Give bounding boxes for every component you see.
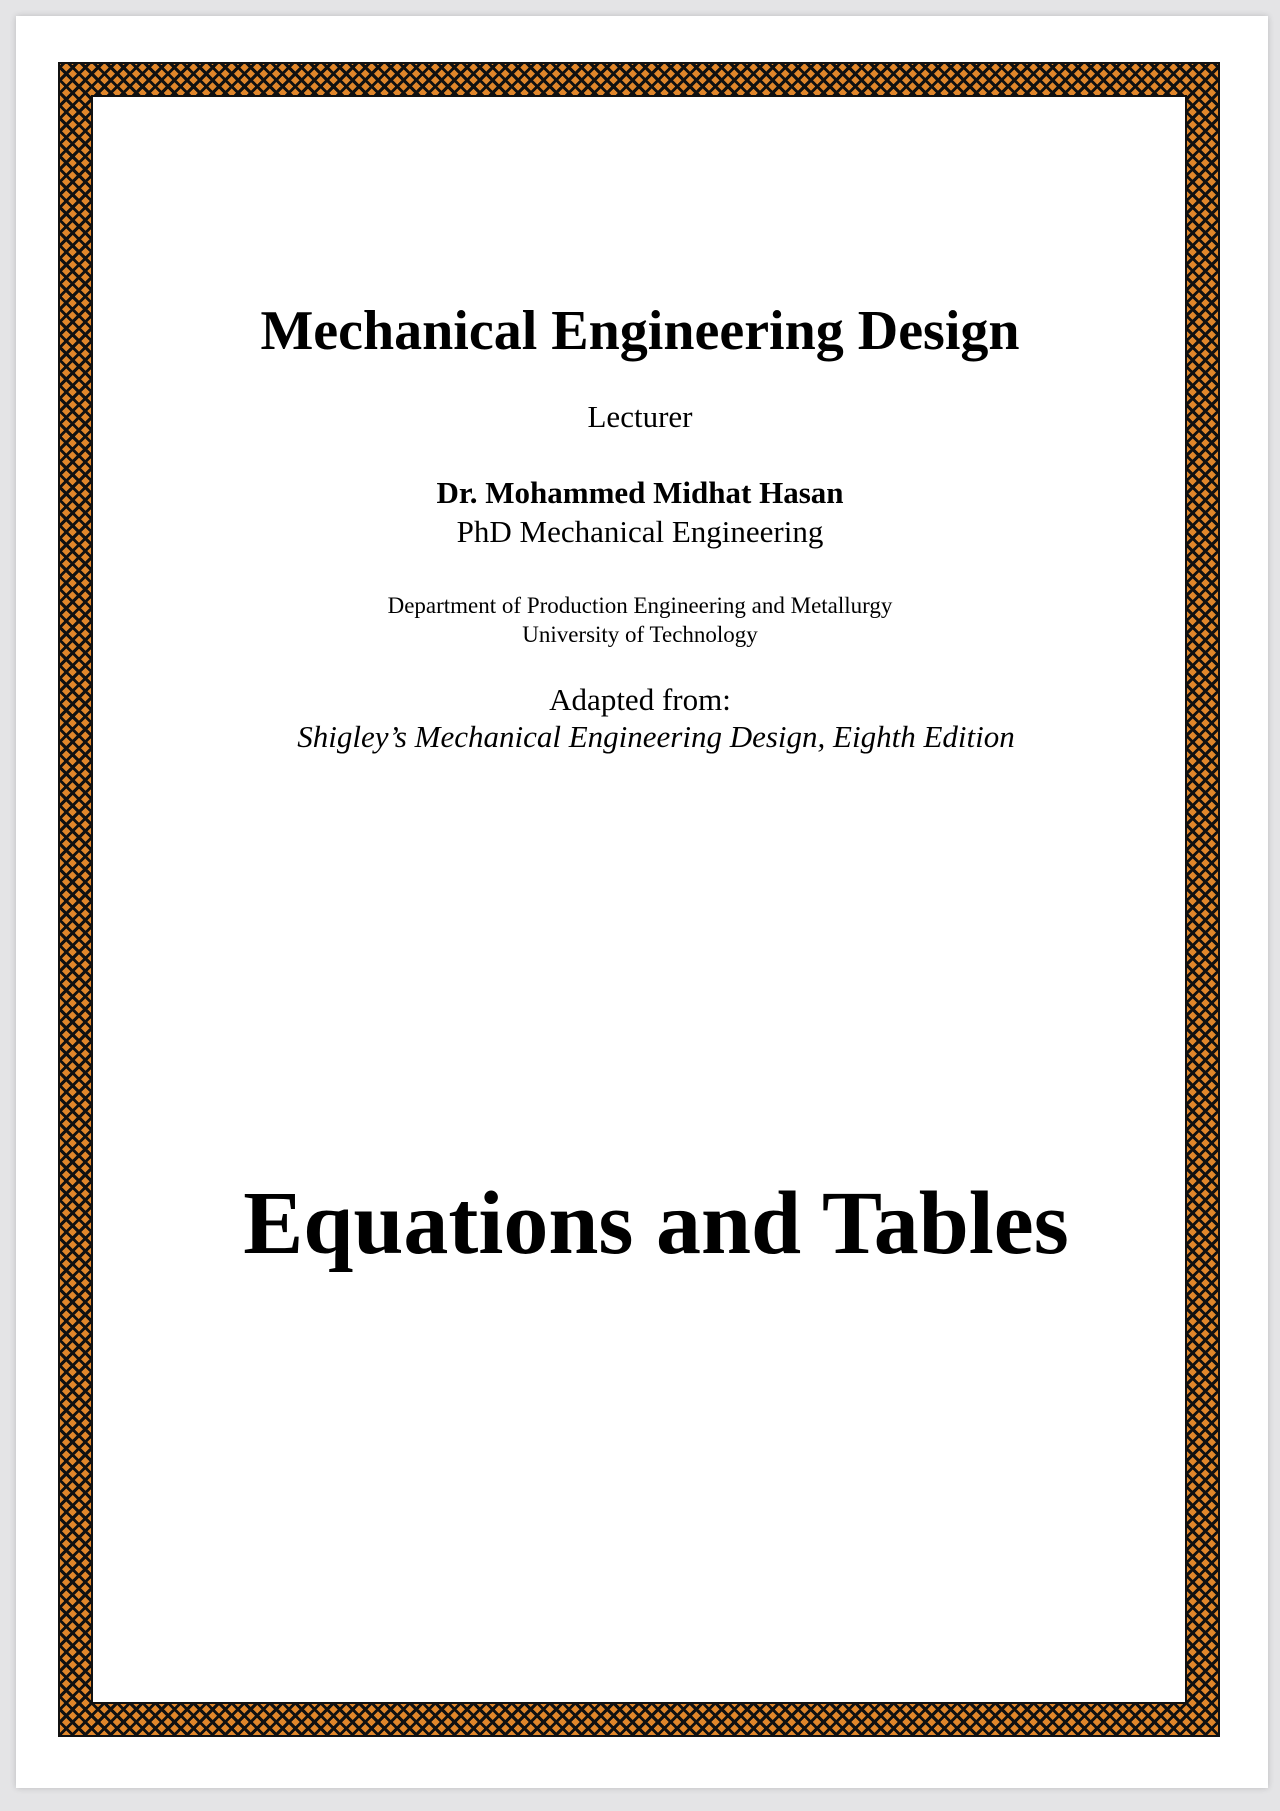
document-title: Mechanical Engineering Design — [260, 300, 1020, 362]
lecturer-degree: PhD Mechanical Engineering — [456, 514, 824, 549]
adapted-from-label: Adapted from: — [549, 682, 731, 717]
lecturer-name: Dr. Mohammed Midhat Hasan — [436, 475, 844, 510]
university-name: University of Technology — [522, 622, 758, 647]
cover-subtitle: Equations and Tables — [243, 1174, 1069, 1273]
adapted-source-title: Shigley’s Mechanical Engineering Design, Eighth Edition — [297, 719, 1015, 754]
lecturer-label: Lecturer — [587, 399, 693, 434]
department-name: Department of Production Engineering and Metallurgy — [387, 593, 893, 618]
